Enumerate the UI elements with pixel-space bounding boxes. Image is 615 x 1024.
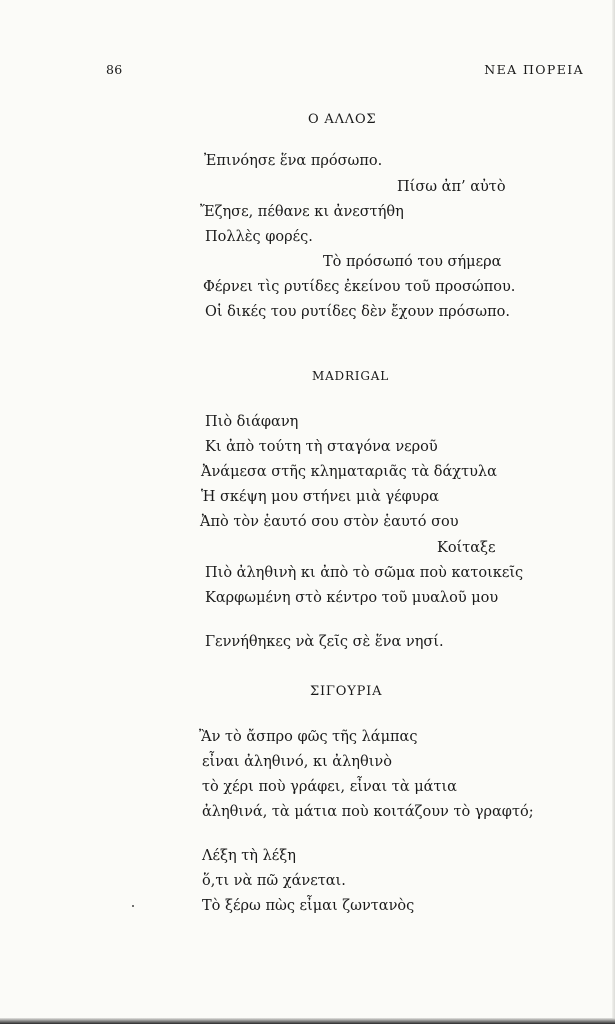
poem-line: Ἀπὸ τὸν ἑαυτό σου στὸν ἑαυτό σου — [200, 514, 459, 530]
poem-title: Ο ΑΛΛΟΣ — [308, 112, 377, 127]
page-bottom-edge — [0, 1018, 615, 1024]
poem-line: Ἂν τὸ ἄσπρο φῶς τῆς λάμπας — [199, 729, 418, 745]
page-number: 86 — [106, 62, 123, 77]
poem-line: Ἀνάμεσα στῆς κληματαριᾶς τὰ δάχτυλα — [201, 464, 497, 480]
poem-line: Πιὸ διάφανη — [205, 414, 299, 430]
poem-line: Φέρνει τὶς ρυτίδες ἐκείνου τοῦ προσώπου. — [203, 279, 516, 295]
poem-line: Τὸ ξέρω πὼς εἶμαι ζωντανὸς — [202, 898, 415, 914]
poem-line: Λέξη τὴ λέξη — [202, 848, 296, 864]
poem-line: Κοίταξε — [437, 540, 496, 556]
poem-line: τὸ χέρι ποὺ γράφει, εἶναι τὰ μάτια — [202, 779, 457, 795]
poem-line: εἶναι ἀληθινό, κι ἀληθινὸ — [202, 754, 392, 770]
poem-line: ἀληθινά, τὰ μάτια ποὺ κοιτάζουν τὸ γραφτό; — [202, 804, 534, 820]
poem-line: Πολλὲς φορές. — [205, 229, 313, 245]
poem-line: Ἐπινόησε ἕνα πρόσωπο. — [204, 153, 383, 169]
poem-line: Κι ἀπὸ τούτη τὴ σταγόνα νεροῦ — [205, 439, 438, 455]
poem-line: Καρφωμένη στὸ κέντρο τοῦ μυαλοῦ μου — [205, 590, 499, 606]
running-header-title: ΝΕΑ ΠΟΡΕΙΑ — [484, 62, 584, 77]
poem-line: Τὸ πρόσωπό του σήμερα — [323, 254, 502, 270]
print-speck — [132, 905, 134, 907]
poem-line: Ἔζησε, πέθανε κι ἀνεστήθη — [200, 204, 404, 220]
poem-line: Ἡ σκέψη μου στήνει μιὰ γέφυρα — [201, 489, 439, 505]
poem-title: MADRIGAL — [312, 369, 389, 383]
poem-line: Οἱ δικές του ρυτίδες δὲν ἔχουν πρόσωπο. — [205, 304, 510, 320]
poem-line: ὅ,τι νὰ πῶ χάνεται. — [202, 873, 346, 889]
poem-title: ΣΙΓΟΥΡΙΑ — [310, 684, 383, 699]
poem-line: Πιὸ ἀληθινὴ κι ἀπὸ τὸ σῶμα ποὺ κατοικεῖς — [205, 565, 524, 581]
poem-line: Πίσω ἀπ’ αὐτὸ — [397, 179, 506, 195]
poem-line: Γεννήθηκες νὰ ζεῖς σὲ ἕνα νησί. — [205, 634, 444, 650]
